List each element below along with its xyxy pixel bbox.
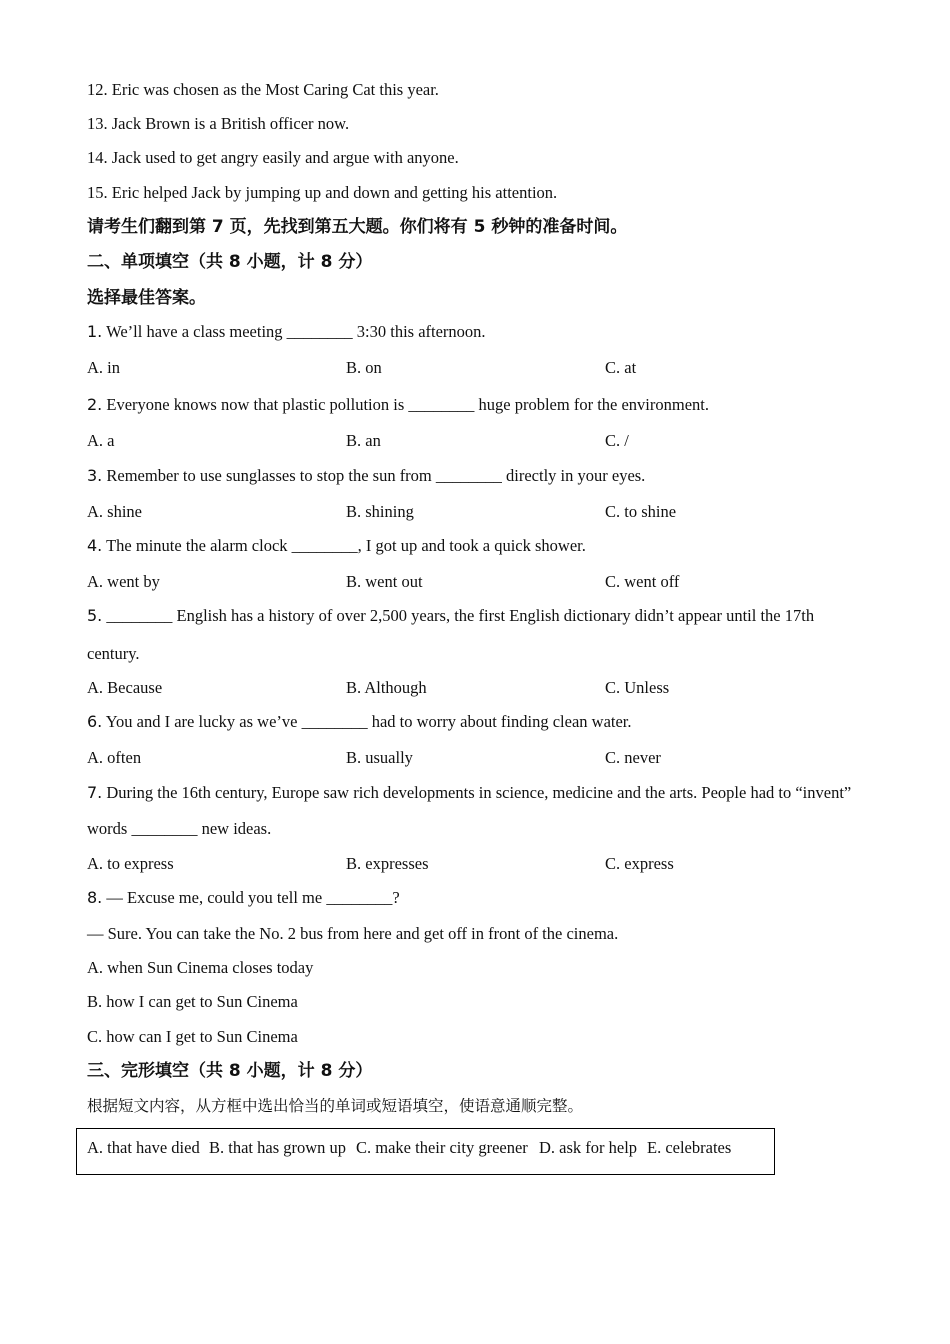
question-8-reply: — Sure. You can take the No. 2 bus from here and get off in front of the cinema.	[87, 924, 619, 943]
word-box-option-b: B. that has grown up	[209, 1138, 347, 1157]
q7-option-a[interactable]: A. to express	[87, 854, 174, 873]
q7-option-c[interactable]: C. express	[605, 854, 674, 873]
question-text: ________ English has a history of over 2,500 years, the first English dictionary didn’t appear until the 17th	[106, 606, 815, 625]
question-8	[87, 887, 400, 909]
q6-option-a[interactable]: A. often	[87, 748, 142, 767]
question-3	[87, 465, 645, 487]
word-box-option-c: C. make their city greener	[356, 1138, 528, 1157]
tf-statement-15: 15. Eric helped Jack by jumping up and down and getting his attention.	[87, 183, 558, 202]
q3-option-b[interactable]: B. shining	[346, 502, 414, 521]
question-text: We’ll have a class meeting ________ 3:30 this afternoon.	[106, 322, 486, 341]
question-text: — Excuse me, could you tell me ________?	[106, 888, 400, 907]
q6-option-c[interactable]: C. never	[605, 748, 661, 767]
q8-option-c[interactable]: C. how can I get to Sun Cinema	[87, 1027, 298, 1046]
q1-option-b[interactable]: B. on	[346, 358, 382, 377]
question-text: You and I are lucky as we’ve ________ had to worry about finding clean water.	[105, 712, 632, 731]
question-text: Remember to use sunglasses to stop the sun from ________ directly in your eyes.	[106, 466, 646, 485]
q8-option-b[interactable]: B. how I can get to Sun Cinema	[87, 992, 298, 1011]
q1-option-c[interactable]: C. at	[605, 358, 637, 377]
q4-option-b[interactable]: B. went out	[346, 572, 423, 591]
q5-option-a[interactable]: A. Because	[87, 678, 163, 697]
question-1	[87, 321, 486, 343]
question-7-continued: words ________ new ideas.	[87, 819, 272, 838]
q5-option-c[interactable]: C. Unless	[605, 678, 670, 697]
q3-option-a[interactable]: A. shine	[87, 502, 142, 521]
q2-option-b[interactable]: B. an	[346, 431, 381, 450]
question-number: 2.	[87, 395, 103, 414]
question-4	[87, 535, 586, 557]
q4-option-c[interactable]: C. went off	[605, 572, 680, 591]
question-number: 1.	[87, 322, 103, 341]
q7-option-b[interactable]: B. expresses	[346, 854, 429, 873]
question-6	[87, 711, 632, 733]
section2-instruction: 选择最佳答案。	[87, 288, 206, 308]
word-box-option-a: A. that have died	[87, 1138, 200, 1157]
question-number: 8.	[87, 888, 103, 907]
question-2	[87, 394, 709, 416]
q2-option-c[interactable]: C. /	[605, 431, 629, 450]
question-5-continued: century.	[87, 644, 140, 663]
section2-heading: 二、单项填空（共 8 小题，计 8 分）	[87, 252, 373, 272]
q3-option-c[interactable]: C. to shine	[605, 502, 677, 521]
q1-option-a[interactable]: A. in	[87, 358, 120, 377]
word-box	[76, 1128, 775, 1175]
question-number: 3.	[87, 466, 103, 485]
tf-statement-12: 12. Eric was chosen as the Most Caring Cat this year.	[87, 80, 439, 99]
question-text: The minute the alarm clock ________, I got up and took a quick shower.	[106, 536, 586, 555]
q5-option-b[interactable]: B. Although	[346, 678, 427, 697]
question-number: 7.	[87, 783, 103, 802]
question-number: 6.	[87, 712, 103, 731]
section3-heading: 三、完形填空（共 8 小题，计 8 分）	[87, 1061, 373, 1081]
q2-option-a[interactable]: A. a	[87, 431, 115, 450]
word-box-option-d: D. ask for help	[539, 1138, 638, 1157]
section3-instruction: 根据短文内容，从方框中选出恰当的单词或短语填空，使语意通顺完整。	[87, 1097, 584, 1115]
question-7	[87, 782, 851, 804]
tf-statement-14: 14. Jack used to get angry easily and argue with anyone.	[87, 148, 459, 167]
question-5	[87, 605, 814, 627]
q8-option-a[interactable]: A. when Sun Cinema closes today	[87, 958, 314, 977]
turn-page-instruction: 请考生们翻到第 7 页，先找到第五大题。你们将有 5 秒钟的准备时间。	[87, 217, 628, 237]
question-text: During the 16th century, Europe saw rich developments in science, medicine and the arts. People had to “invent”	[106, 783, 852, 802]
tf-statement-13: 13. Jack Brown is a British officer now.	[87, 114, 350, 133]
word-box-option-e: E. celebrates	[647, 1138, 732, 1157]
question-number: 5.	[87, 606, 103, 625]
q6-option-b[interactable]: B. usually	[346, 748, 413, 767]
q4-option-a[interactable]: A. went by	[87, 572, 160, 591]
question-text: Everyone knows now that plastic pollution is ________ huge problem for the environment.	[106, 395, 709, 414]
question-number: 4.	[87, 536, 103, 555]
